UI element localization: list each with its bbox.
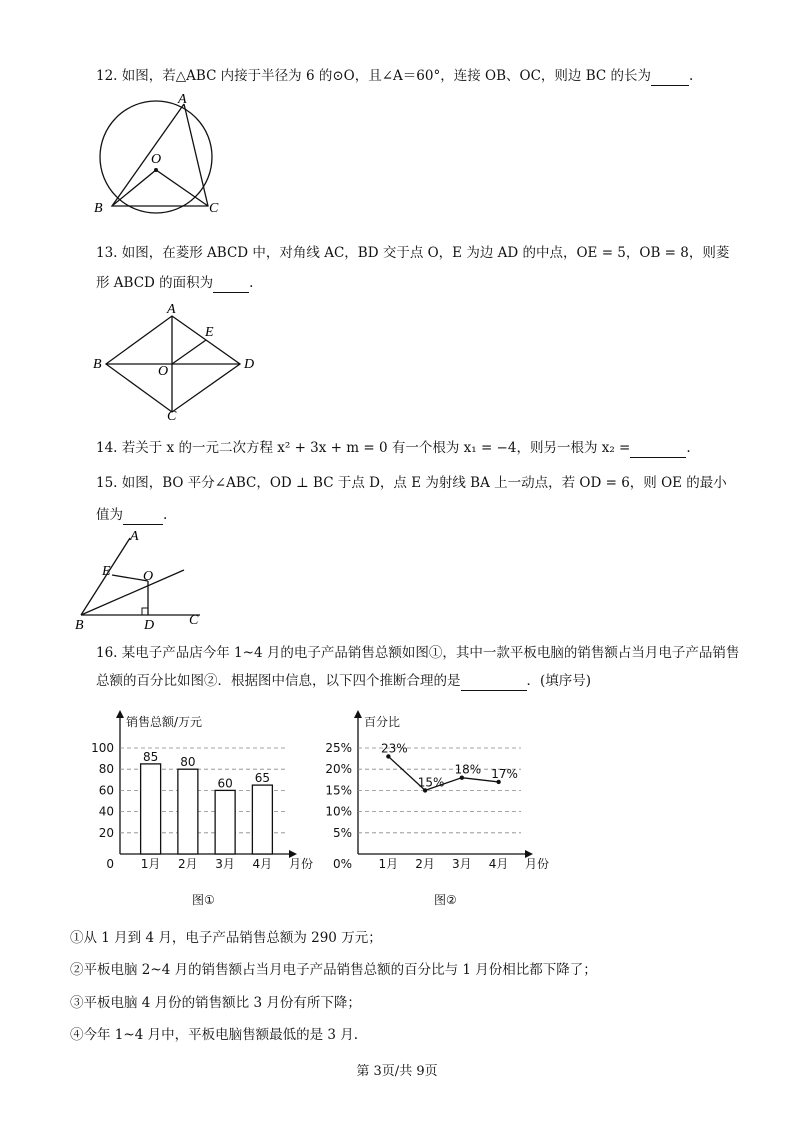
q12-label-b: B <box>94 201 103 216</box>
q16-answer-blank <box>461 676 527 691</box>
q16-statement-3: ③平板电脑 4 月份的销售额比 3 月份有所下降； <box>70 995 361 1011</box>
q15-label-d: D <box>144 618 155 632</box>
q13-label-d: D <box>244 357 255 372</box>
y-tick-label-5: 5% <box>332 825 352 840</box>
q14-text <box>96 438 691 458</box>
bar-1月 <box>141 764 161 854</box>
x-tick-label-4: 4月 <box>252 857 273 871</box>
q15-right-angle-mark <box>142 608 148 615</box>
q16-line2 <box>96 671 591 691</box>
bar-value-label-4: 65 <box>254 771 271 786</box>
x-tick-label-1: 1月 <box>378 857 399 871</box>
line-chart-tablet-percent <box>316 706 556 911</box>
q15-label-a: A <box>130 529 139 544</box>
bar-4月 <box>252 785 272 854</box>
y-tick-label-10: 10% <box>325 804 352 819</box>
q13-label-e: E <box>205 325 214 340</box>
q13-label-b: B <box>93 357 102 372</box>
x-axis-title: 月份 <box>289 857 314 871</box>
q13-segment-oe <box>172 340 206 364</box>
y-tick-label-25: 25% <box>325 741 352 755</box>
q16-end: ．(填序号) <box>526 673 592 689</box>
y-tick-label-20: 20% <box>325 762 352 777</box>
y-axis-arrow <box>354 710 362 718</box>
figure-caption: 图② <box>434 893 457 907</box>
q16-statement-1: ①从 1 月到 4 月，电子产品销售总额为 290 万元； <box>70 930 382 946</box>
q15-label-e: E <box>102 564 111 579</box>
y-tick-label-100: 100 <box>91 741 114 755</box>
q12-label-a: A <box>178 92 187 107</box>
point-value-label-4: 17% <box>491 766 518 781</box>
x-tick-label-1: 1月 <box>140 857 161 871</box>
q16-line1: 16. 某电子产品店今年 1~4 月的电子产品销售总额如图①，其中一款平板电脑的销售额占当月电子产品销售 <box>96 645 740 661</box>
q14-end: . <box>686 440 691 456</box>
q13-end: . <box>249 275 254 291</box>
y-tick-label-20: 20 <box>98 825 114 840</box>
y-tick-label-80: 80 <box>98 762 114 777</box>
q13-label-o: O <box>158 364 169 379</box>
q16-statement-4: ④今年 1~4 月中，平板电脑售额最低的是 3 月. <box>70 1027 359 1043</box>
bar-3月 <box>215 790 235 854</box>
y-axis-title: 百分比 <box>364 715 401 729</box>
q15-answer-blank <box>123 510 163 525</box>
q15-stem: 值为 <box>96 507 123 523</box>
point-value-label-3: 18% <box>454 762 482 777</box>
x-tick-label-2: 2月 <box>178 857 198 871</box>
bar-value-label-1: 85 <box>142 749 159 764</box>
bar-2月 <box>178 769 198 854</box>
y-tick-label-40: 40 <box>98 804 114 819</box>
q15-label-c: C <box>189 613 199 628</box>
q13-stem: 形 ABCD 的面积为 <box>96 275 214 291</box>
x-axis-title: 月份 <box>525 857 550 871</box>
q15-line2 <box>96 505 167 525</box>
x-tick-label-3: 3月 <box>215 857 235 871</box>
q15-end: . <box>163 507 168 523</box>
q12-label-c: C <box>209 201 219 216</box>
page-footer: 第 3页/共 9页 <box>356 1064 438 1079</box>
q14-answer-blank <box>630 443 686 458</box>
y-tick-label-60: 60 <box>98 783 114 798</box>
point-value-label-2: 15% <box>417 775 445 790</box>
q12-answer-blank <box>651 71 689 86</box>
q13-line1: 13. 如图，在菱形 ABCD 中，对角线 AC，BD 交于点 O，E 为边 AD 的中点，OE = 5，OB = 8，则菱 <box>96 245 730 261</box>
bar-chart-sales-total <box>80 706 320 911</box>
q13-line2 <box>96 273 253 293</box>
y-axis-title: 销售总额/万元 <box>126 715 203 729</box>
bar-value-label-2: 80 <box>180 755 196 770</box>
y-axis-arrow <box>116 710 124 718</box>
q12-text <box>96 66 693 86</box>
q13-label-a: A <box>167 302 176 317</box>
q12-center-point <box>154 168 158 172</box>
q15-label-b: B <box>75 618 84 632</box>
q13-figure <box>88 302 268 422</box>
q12-figure <box>88 92 228 218</box>
x-tick-label-2: 2月 <box>415 857 435 871</box>
bar-value-label-3: 60 <box>217 776 233 791</box>
q12-end: . <box>688 68 694 84</box>
q15-label-o: O <box>143 569 154 584</box>
y-tick-label-0: 0% <box>332 857 352 871</box>
x-tick-label-3: 3月 <box>452 857 472 871</box>
q13-answer-blank <box>213 278 249 293</box>
figure-caption: 图① <box>192 893 215 907</box>
q12-stem: 12. 如图，若△ABC 内接于半径为 6 的⊙O，且∠A＝60°，连接 OB、OC，则边 BC 的长为 <box>96 68 651 84</box>
q15-figure <box>72 528 222 632</box>
q15-ray-bo <box>81 570 184 615</box>
q16-statement-2: ②平板电脑 2~4 月的销售额占当月电子产品销售总额的百分比与 1 月份相比都下降了； <box>70 962 597 978</box>
x-tick-label-4: 4月 <box>488 857 509 871</box>
y-tick-label-15: 15% <box>325 783 352 798</box>
q13-label-c: C <box>167 409 177 422</box>
q16-stem: 总额的百分比如图②．根据图中信息，以下四个推断合理的是 <box>96 673 461 689</box>
q14-stem: 14. 若关于 x 的一元二次方程 x² + 3x + m = 0 有一个根为 x₁ = −4，则另一根为 x₂ = <box>96 440 631 456</box>
y-tick-label-0: 0 <box>106 857 114 871</box>
q12-label-o: O <box>151 152 162 167</box>
q15-line1: 15. 如图，BO 平分∠ABC，OD ⊥ BC 于点 D，点 E 为射线 BA 上一动点，若 OD = 6，则 OE 的最小 <box>96 475 727 491</box>
q12-radii <box>112 170 208 206</box>
point-value-label-1: 23% <box>381 741 408 756</box>
